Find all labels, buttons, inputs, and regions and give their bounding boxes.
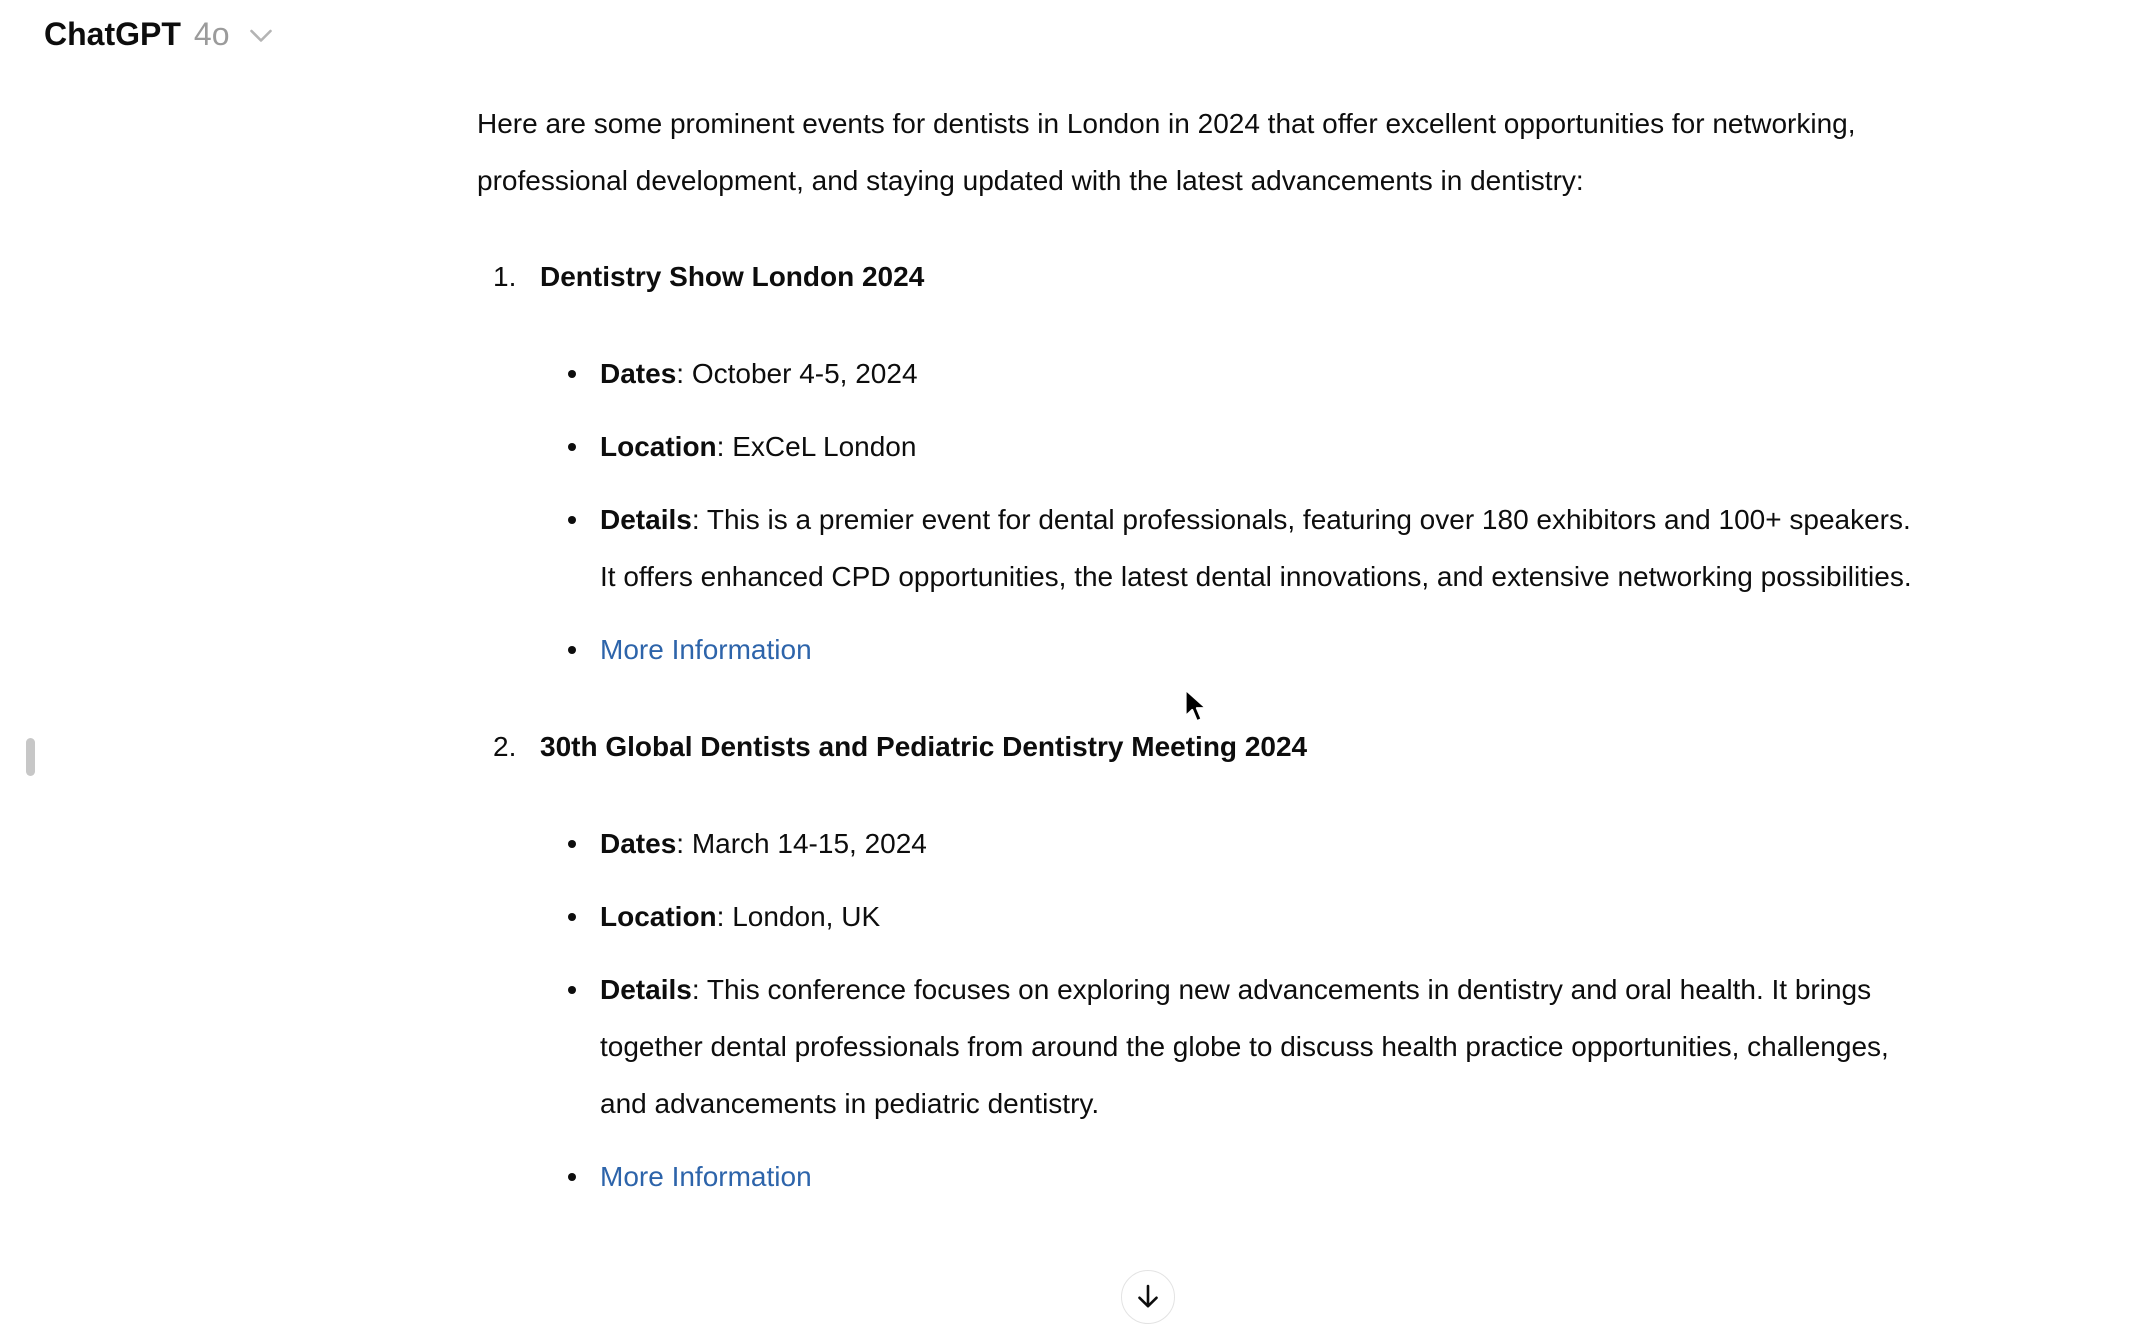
bullet-label: Location [600,431,717,462]
model-switcher[interactable] [44,12,273,56]
bullet-dot-icon [568,370,576,378]
assistant-message [477,95,1917,1205]
bullet-more-information [477,621,1917,678]
conversation-scrollbar-handle[interactable] [26,738,35,776]
chevron-down-icon [249,29,273,43]
bullet-label: Dates [600,828,677,859]
bullet-dates [477,345,1917,402]
bullet-value: : March 14-15, 2024 [676,828,927,859]
bullet-value: : This conference focuses on exploring new advancements in dentistry and oral health. It brings together dental professionals from around the globe to discuss health practice opportunities, challenges, and advancements in pediatric dentistry. [600,974,1889,1119]
event-title: Dentistry Show London 2024 [540,261,925,292]
list-item-event-2 [477,718,1917,1205]
event-title-row [477,718,1917,775]
list-item-event-1 [477,248,1917,678]
intro-paragraph: Here are some prominent events for dentists in London in 2024 that offer excellent opportunities for networking, professional development, and staying updated with the latest advancements in dentistry: [477,108,1856,196]
bullet-dot-icon [568,840,576,848]
event-title-row [477,248,1917,305]
bullet-more-information [477,1148,1917,1205]
bullet-label: Details [600,504,692,535]
bullet-value: : ExCeL London [716,431,917,462]
bullet-value: : London, UK [716,901,881,932]
more-information-link[interactable]: More Information [600,1161,812,1192]
bullet-dot-icon [568,516,576,524]
model-name: 4o [193,16,230,52]
bullet-dot-icon [568,986,576,994]
bullet-dot-icon [568,1173,576,1181]
list-number: 2. [493,731,517,762]
bullet-label: Details [600,974,692,1005]
bullet-details [477,961,1917,1132]
app-name: ChatGPT [44,16,181,52]
bullet-value: : October 4-5, 2024 [676,358,918,389]
bullet-location [477,888,1917,945]
bullet-value: : This is a premier event for dental professionals, featuring over 180 exhibitors and 100+ speakers. It offers enhanced CPD opportunities, the latest dental innovations, and extensive networking possibilities. [600,504,1912,592]
event-title: 30th Global Dentists and Pediatric Dentistry Meeting 2024 [540,731,1308,762]
bullet-dot-icon [568,913,576,921]
event-bullet-list [477,345,1917,678]
bullet-label: Dates [600,358,677,389]
bullet-dot-icon [568,646,576,654]
list-number: 1. [493,261,517,292]
bullet-details [477,491,1917,605]
event-bullet-list [477,815,1917,1205]
bullet-location [477,418,1917,475]
bullet-label: Location [600,901,717,932]
bullet-dot-icon [568,443,576,451]
scroll-to-bottom-button[interactable] [1121,1270,1175,1324]
bullet-dates [477,815,1917,872]
arrow-down-icon [1135,1283,1161,1311]
more-information-link[interactable]: More Information [600,634,812,665]
